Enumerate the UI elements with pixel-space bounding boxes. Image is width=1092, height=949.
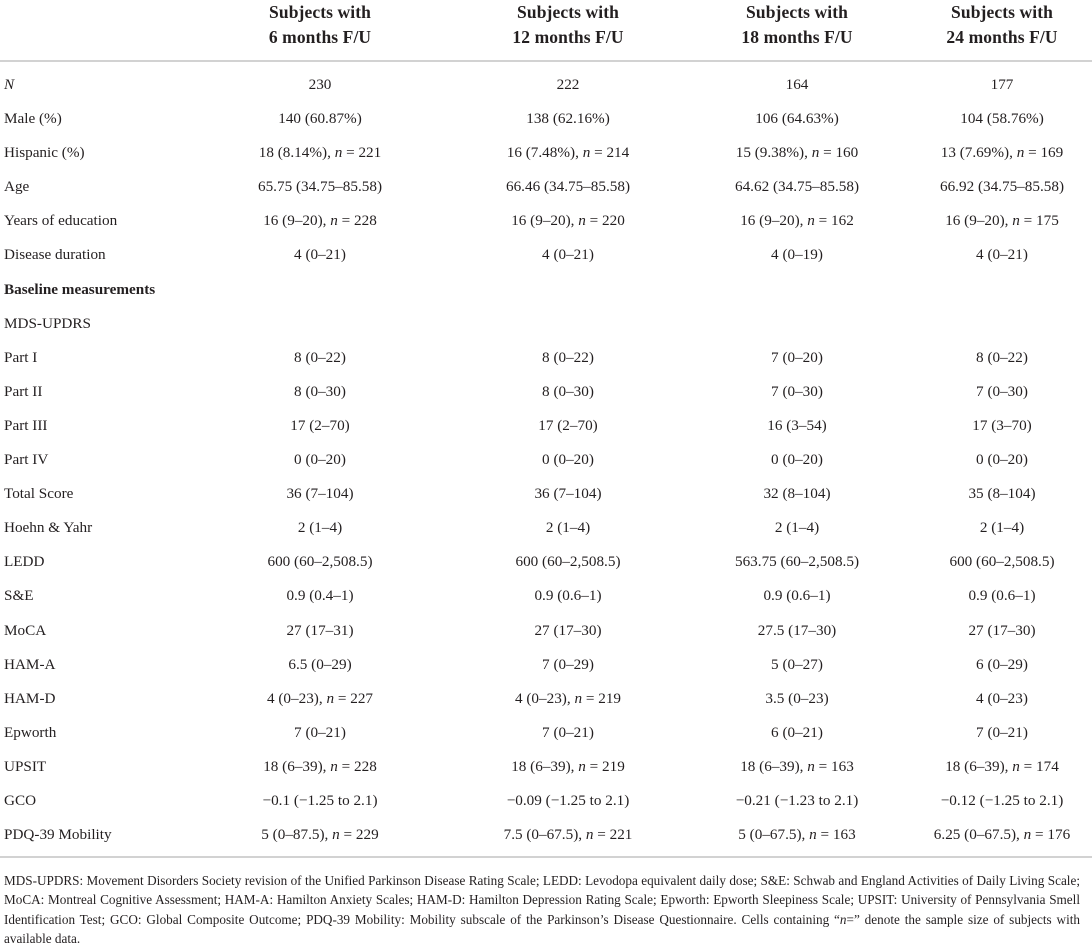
cell-value: 66.46 (34.75–85.58): [505, 178, 631, 196]
cell-value: 0.9 (0.6–1): [968, 587, 1036, 605]
cell-value: 0 (0–20): [294, 451, 346, 469]
cell-value: 5 (0–27): [771, 655, 823, 673]
row-label: Disease duration: [4, 246, 106, 264]
cell-value: 8 (0–22): [294, 348, 346, 366]
cell-value: 4 (0–21): [542, 246, 594, 264]
cell-value: 0.9 (0.4–1): [286, 587, 354, 605]
row-label: GCO: [4, 791, 37, 809]
table-row: [0, 272, 1092, 306]
cell-value: 17 (2–70): [290, 416, 350, 434]
cell-value: [454, 306, 682, 340]
table-row: [0, 613, 1092, 647]
cell-value: 18 (6–39), n = 174: [945, 757, 1059, 775]
cell-value: 2 (1–4): [297, 519, 343, 537]
cell-value: 2 (1–4): [774, 519, 820, 537]
row-label: Male (%): [4, 110, 62, 128]
row-label: MDS-UPDRS: [4, 314, 91, 332]
column-header-24-months: [912, 0, 1092, 60]
column-header-line1: Subjects with: [269, 2, 371, 22]
cell-value: 18 (6–39), n = 228: [263, 757, 377, 775]
cell-value: 177: [990, 76, 1014, 93]
cell-value: 17 (2–70): [538, 416, 598, 434]
cell-value: 35 (8–104): [968, 485, 1036, 503]
cell-value: 4 (0–21): [976, 246, 1028, 264]
cell-value: 18 (8.14%), n = 221: [258, 144, 382, 162]
cell-value: 16 (7.48%), n = 214: [506, 144, 630, 162]
cell-value: [454, 272, 682, 306]
cell-value: 27 (17–30): [968, 621, 1036, 639]
cell-value: −0.09 (−1.25 to 2.1): [506, 791, 630, 809]
cell-value: −0.1 (−1.25 to 2.1): [262, 791, 378, 809]
cell-value: 16 (3–54): [767, 416, 827, 434]
table-header: [0, 0, 1092, 61]
table-row: [0, 61, 1092, 102]
cell-value: 8 (0–30): [542, 382, 594, 400]
cell-value: 36 (7–104): [534, 485, 602, 503]
cell-value: 106 (64.63%): [755, 110, 839, 128]
column-header-line1: Subjects with: [746, 2, 848, 22]
row-label: Total Score: [4, 485, 74, 503]
cell-value: 17 (3–70): [972, 416, 1032, 434]
row-label: Hoehn & Yahr: [4, 519, 93, 537]
cell-value: −0.21 (−1.23 to 2.1): [735, 791, 859, 809]
cell-value: 140 (60.87%): [278, 110, 362, 128]
cell-value: 65.75 (34.75–85.58): [257, 178, 383, 196]
cell-value: 7 (0–30): [771, 382, 823, 400]
cell-value: 4 (0–21): [294, 246, 346, 264]
row-label: Part III: [4, 416, 48, 434]
cell-value: 8 (0–22): [976, 348, 1028, 366]
cell-value: 16 (9–20), n = 228: [263, 212, 377, 230]
cell-value: 222: [556, 76, 580, 93]
row-label: Hispanic (%): [4, 144, 85, 162]
table-row: [0, 306, 1092, 340]
cell-value: 16 (9–20), n = 220: [511, 212, 625, 230]
cell-value: 6.5 (0–29): [288, 655, 352, 673]
cell-value: 2 (1–4): [545, 519, 591, 537]
cell-value: [682, 306, 912, 340]
row-label: Part I: [4, 348, 38, 366]
table-footnote: MDS-UPDRS: Movement Disorders Society revision of the Unified Parkinson Disease Rating Scale; LEDD: Levodopa equivalent daily dose; S&E: Schwab and England Activities of Daily Living Scale; MoCA: Montreal Cognitive Assessment; HAM-A: Hamilton Anxiety Scales; HAM-D: Hamilton Depression Rating Scale; Epworth: Epworth Sleepiness Scale; UPSIT: University of Pennsylvania Smell Identification Test; GCO: Global Composite Outcome; PDQ-39 Mobility: Mobility subscale of the Parkinson’s Disease Questionnaire. Cells containing “n=” denote the sample size of subjects with available data.: [4, 873, 1080, 947]
cell-value: 0 (0–20): [542, 451, 594, 469]
cell-value: 13 (7.69%), n = 169: [940, 144, 1064, 162]
cell-value: 64.62 (34.75–85.58): [734, 178, 860, 196]
cell-value: 8 (0–22): [542, 348, 594, 366]
cell-value: 0 (0–20): [976, 451, 1028, 469]
cell-value: 36 (7–104): [286, 485, 354, 503]
cell-value: 16 (9–20), n = 175: [945, 212, 1059, 230]
column-header-12-months: [454, 0, 682, 60]
cell-value: 18 (6–39), n = 219: [511, 757, 625, 775]
cell-value: 16 (9–20), n = 162: [740, 212, 854, 230]
cell-value: 164: [785, 76, 809, 93]
cell-value: 4 (0–23): [976, 689, 1028, 707]
cell-value: 5 (0–87.5), n = 229: [261, 826, 379, 844]
table-row: [0, 136, 1092, 170]
table-row: [0, 749, 1092, 783]
row-label: Epworth: [4, 723, 57, 741]
cell-value: 7 (0–21): [294, 723, 346, 741]
table-row: [0, 442, 1092, 476]
table-row: [0, 102, 1092, 136]
cell-value: 0.9 (0.6–1): [763, 587, 831, 605]
cell-value: [912, 272, 1092, 306]
row-label: LEDD: [4, 553, 45, 571]
cell-value: 600 (60–2,508.5): [515, 553, 621, 571]
cell-value: 104 (58.76%): [960, 110, 1044, 128]
cell-value: 27 (17–31): [286, 621, 354, 639]
cell-value: 5 (0–67.5), n = 163: [738, 826, 856, 844]
row-label: PDQ-39 Mobility: [4, 826, 112, 844]
cell-value: 66.92 (34.75–85.58): [939, 178, 1065, 196]
table-row: [0, 238, 1092, 272]
row-label: Part II: [4, 382, 43, 400]
cell-value: 6 (0–29): [976, 655, 1028, 673]
cell-value: 600 (60–2,508.5): [949, 553, 1055, 571]
cell-value: 7 (0–29): [542, 655, 594, 673]
row-label: Years of education: [4, 212, 118, 230]
cell-value: 3.5 (0–23): [765, 689, 829, 707]
row-label: HAM-D: [4, 689, 56, 707]
header-cell-rowlabel: [0, 0, 186, 60]
table-row: [0, 477, 1092, 511]
table-row: [0, 170, 1092, 204]
table-row: [0, 408, 1092, 442]
column-header-line2: 12 months F/U: [512, 27, 624, 47]
table-row: [0, 647, 1092, 681]
row-label: Age: [4, 178, 30, 196]
column-header-line2: 6 months F/U: [268, 27, 372, 47]
cell-value: [186, 272, 454, 306]
table-row: [0, 783, 1092, 817]
column-header-line1: Subjects with: [951, 2, 1053, 22]
cell-value: 138 (62.16%): [526, 110, 610, 128]
column-header-line1: Subjects with: [517, 2, 619, 22]
cell-value: 8 (0–30): [294, 382, 346, 400]
table-row: [0, 715, 1092, 749]
cell-value: 18 (6–39), n = 163: [740, 757, 854, 775]
row-label: S&E: [4, 587, 34, 605]
column-header-line2: 24 months F/U: [946, 27, 1058, 47]
row-label: MoCA: [4, 621, 47, 639]
table-row: [0, 340, 1092, 374]
cell-value: 0.9 (0.6–1): [534, 587, 602, 605]
column-header-18-months: [682, 0, 912, 60]
cell-value: 4 (0–23), n = 219: [514, 689, 622, 707]
cell-value: 7 (0–21): [976, 723, 1028, 741]
cell-value: 27.5 (17–30): [757, 621, 837, 639]
cell-value: 6 (0–21): [771, 723, 823, 741]
cell-value: −0.12 (−1.25 to 2.1): [940, 791, 1064, 809]
cell-value: [682, 272, 912, 306]
cell-value: 32 (8–104): [763, 485, 831, 503]
cell-value: 4 (0–19): [771, 246, 823, 264]
table-row: [0, 681, 1092, 715]
row-label: UPSIT: [4, 757, 47, 775]
cell-value: 7 (0–21): [542, 723, 594, 741]
cell-value: 4 (0–23), n = 227: [266, 689, 374, 707]
cell-value: [186, 306, 454, 340]
cell-value: 600 (60–2,508.5): [267, 553, 373, 571]
column-header-line2: 18 months F/U: [741, 27, 853, 47]
row-label: N: [4, 76, 15, 93]
row-label: Baseline measurements: [4, 280, 156, 298]
table-row: [0, 511, 1092, 545]
header-row: [0, 0, 1092, 60]
row-label: HAM-A: [4, 655, 56, 673]
cell-value: [912, 306, 1092, 340]
cell-value: 7.5 (0–67.5), n = 221: [503, 826, 633, 844]
cell-value: 2 (1–4): [979, 519, 1025, 537]
cell-value: 7 (0–30): [976, 382, 1028, 400]
table-row: [0, 545, 1092, 579]
table-row: [0, 579, 1092, 613]
cell-value: 563.75 (60–2,508.5): [734, 553, 860, 571]
column-header-6-months: [186, 0, 454, 60]
cell-value: 27 (17–30): [534, 621, 602, 639]
table-row: [0, 374, 1092, 408]
cell-value: 7 (0–20): [771, 348, 823, 366]
cell-value: 0 (0–20): [771, 451, 823, 469]
cell-value: 6.25 (0–67.5), n = 176: [933, 826, 1071, 844]
row-label: Part IV: [4, 451, 49, 469]
cell-value: 15 (9.38%), n = 160: [735, 144, 859, 162]
table-row: [0, 204, 1092, 238]
table-body: [0, 61, 1092, 856]
cell-value: 230: [308, 76, 332, 93]
